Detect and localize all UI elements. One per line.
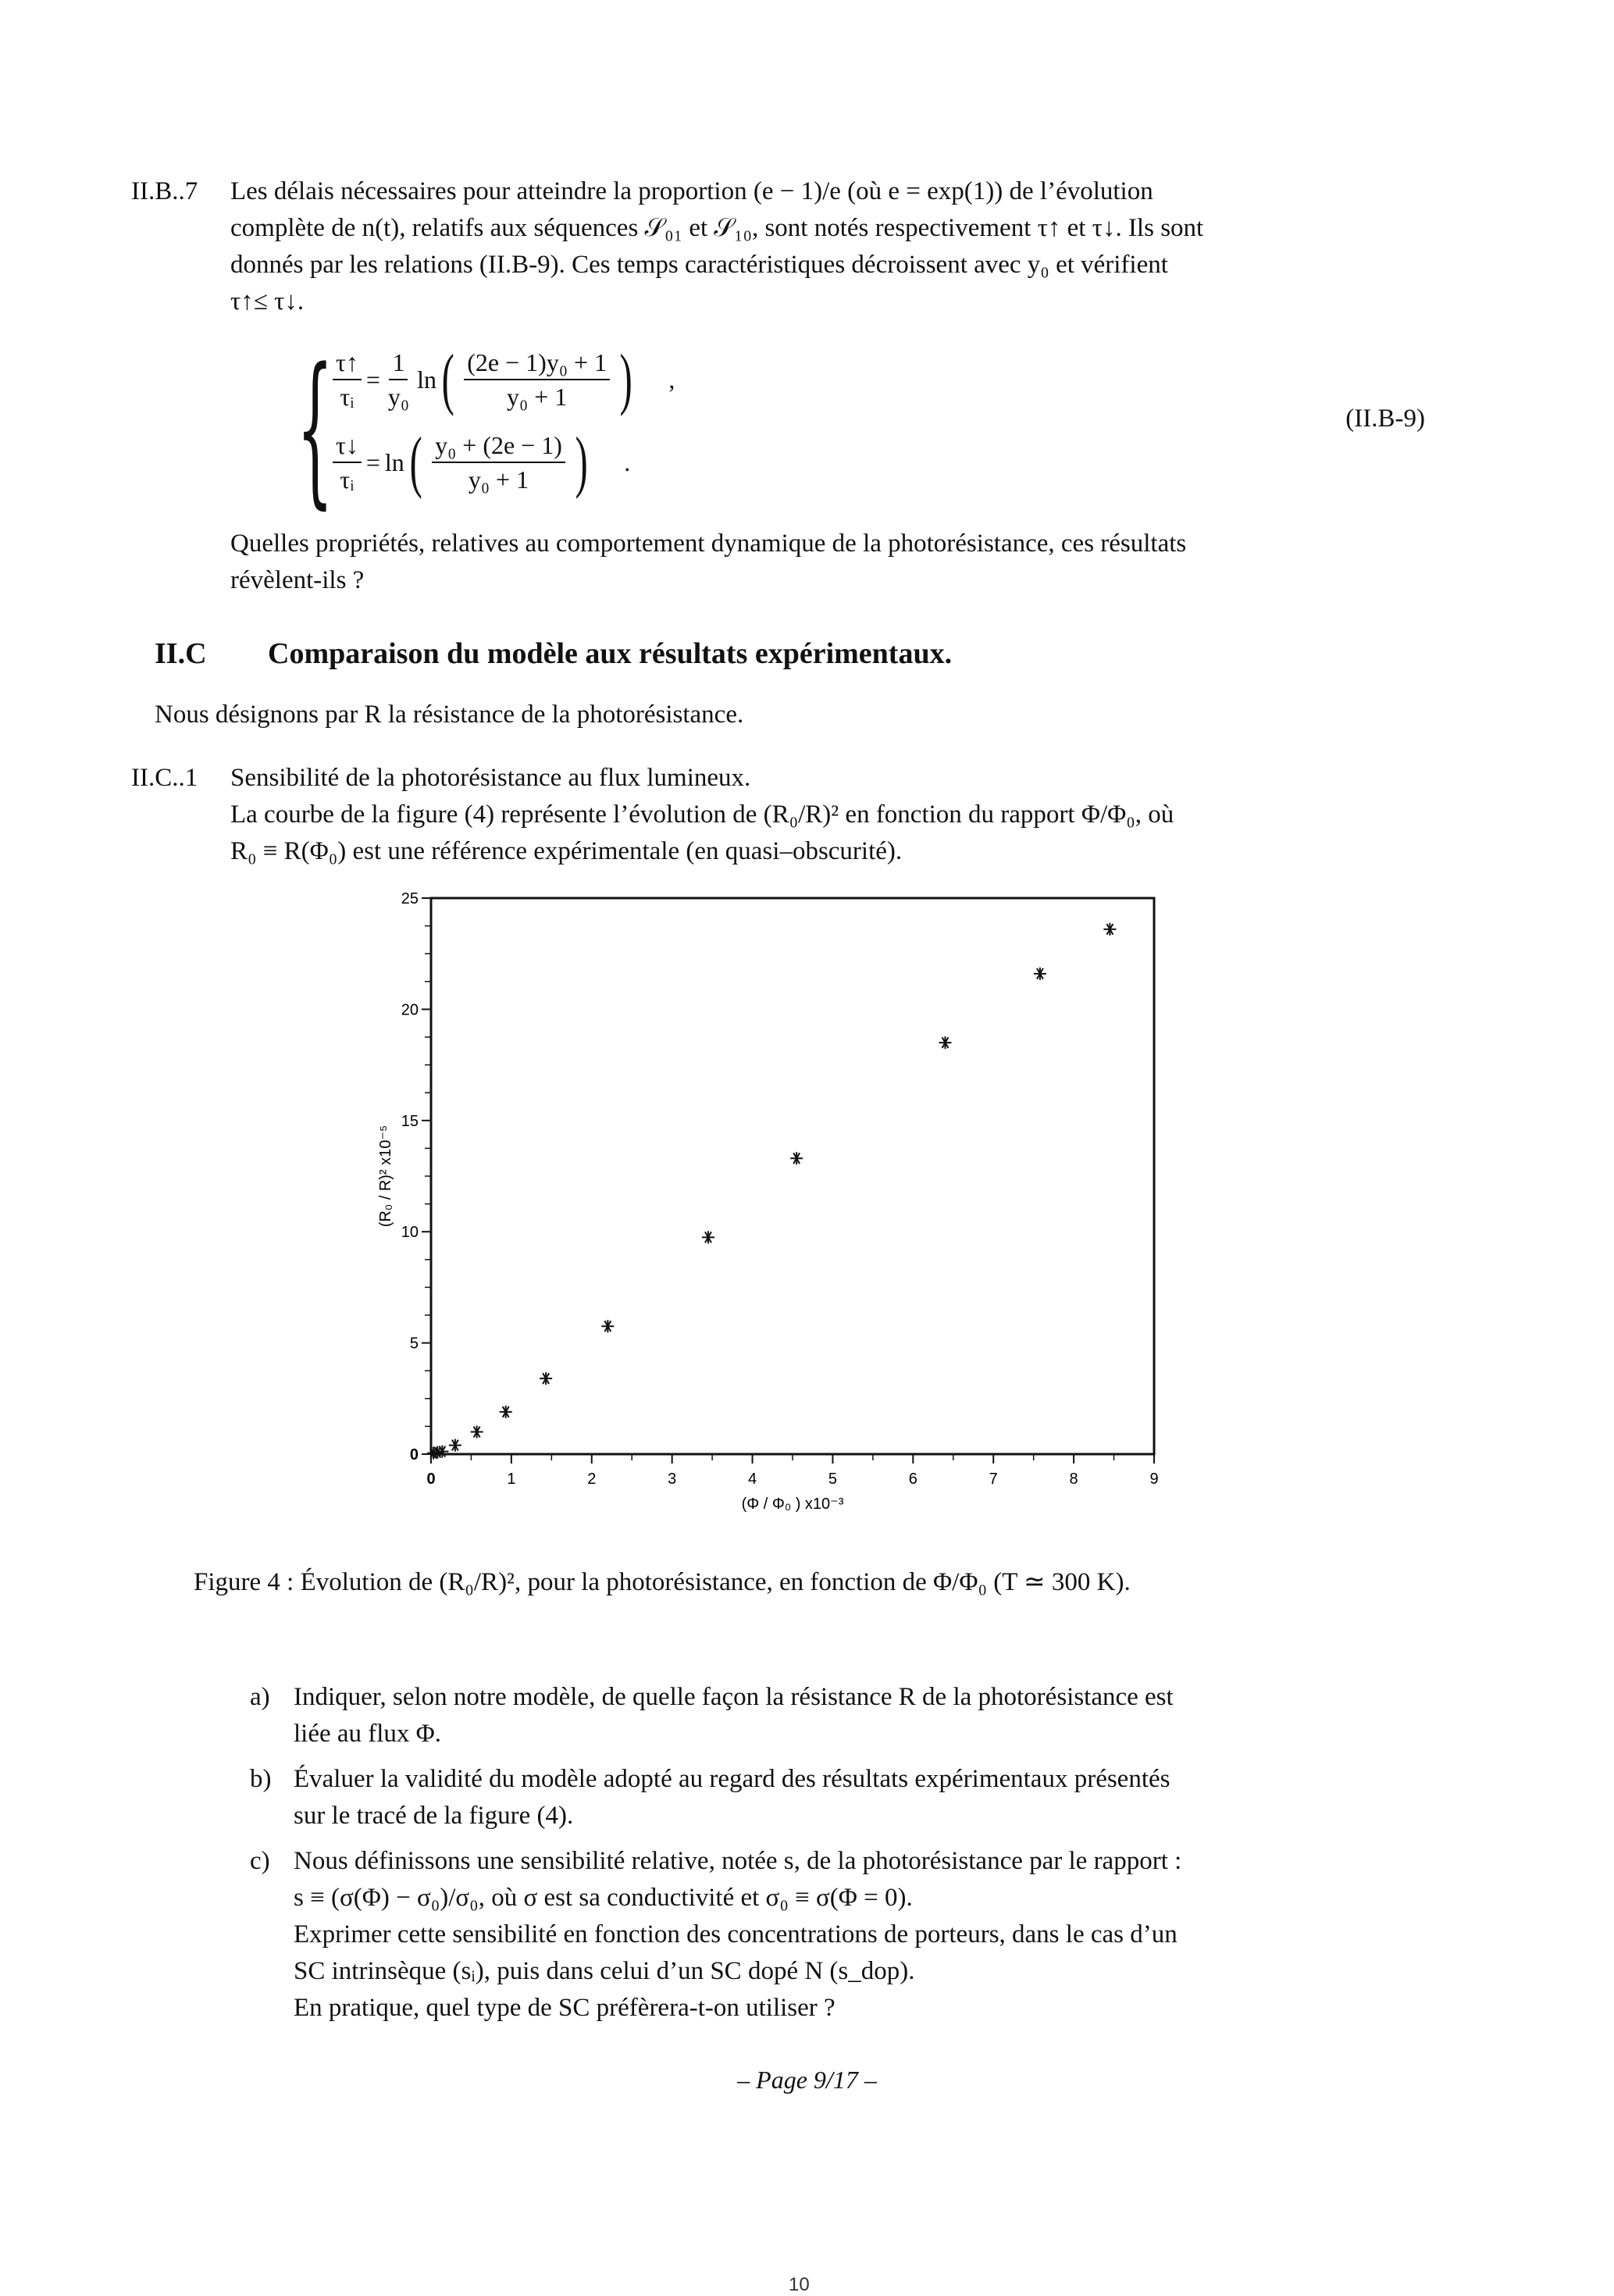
data-point (601, 1320, 614, 1332)
section-IIB7-question (230, 526, 1417, 599)
text-line: révèlent-ils ? (230, 566, 365, 594)
equation-number: (II.B-9) (1345, 405, 1425, 433)
question-mark: b) (250, 1765, 272, 1793)
page-footer: – Page 9/17 – (737, 2066, 877, 2094)
text-line: τ↑≤ τ↓. (230, 287, 305, 316)
data-point (471, 1426, 483, 1439)
figure-caption: Figure 4 : Évolution de (R₀/R)², pour la photorésistance, en fonction de Φ/Φ₀ (T ≃ 300 K). (194, 1568, 1131, 1596)
data-point (939, 1036, 951, 1049)
y-tick-label: 10 (401, 1224, 419, 1242)
x-tick-label: 6 (908, 1471, 917, 1488)
data-point (449, 1439, 461, 1452)
left-brace: { (297, 333, 333, 524)
fraction-tau-down: $\frac{\tau↓}{\text{τᵢ}}$ (333, 429, 362, 496)
axes (431, 898, 1154, 1454)
equation-line-1: $\frac{\tau↑}{\text{τᵢ}}$ = $\frac{1}{\text{y₀}}$ ln ( $\frac{\text{(2e − 1)y₀ + 1}}{\text{y₀ + 1}}$ ) , (328, 345, 675, 414)
x-tick-label: 8 (1069, 1471, 1078, 1488)
x-tick-label: 0 (426, 1471, 436, 1488)
section-IIC-intro: Nous désignons par R la résistance de la photorésistance. (155, 701, 744, 729)
data-point (790, 1152, 803, 1164)
text-line: En pratique, quel type de SC préfèrera-t-on utiliser ? (294, 1994, 836, 2022)
y-tick-label: 15 (401, 1112, 419, 1130)
text-line: R₀ ≡ R(Φ₀) est une référence expérimentale (en quasi–obscurité). (230, 837, 903, 865)
text-line: s ≡ (σ(Φ) − σ₀)/σ₀, où σ est sa conductivité et σ₀ ≡ σ(Φ = 0). (294, 1884, 913, 1912)
equation-IIB9 (297, 333, 1425, 524)
fraction-ln-arg-2: $\frac{\text{y₀ + (2e − 1)}}{\text{y₀ + 1}}$ (432, 429, 565, 496)
section-number: II.C (155, 637, 207, 670)
x-tick-label: 3 (668, 1471, 677, 1488)
next-page-number-cut: 10 (789, 2274, 810, 2295)
question-c (250, 1843, 1421, 2027)
text-line: Nous définissons une sensibilité relative, notée s, de la photorésistance par le rapport : (294, 1847, 1182, 1875)
section-title: Comparaison du modèle aux résultats expérimentaux. (268, 637, 953, 670)
text-line: complète de n(t), relatifs aux séquences 𝒮₀₁ et 𝒮₁₀, sont notés respectivement τ↑ et τ↓. Ils sont (230, 214, 1204, 242)
x-axis-label: (Φ / Φ₀ ) x10⁻³ (741, 1496, 844, 1513)
fraction-tau-up: $\frac{\tau↑}{\text{τᵢ}}$ (333, 346, 362, 413)
plot-frame (431, 898, 1154, 1454)
text-line: donnés par les relations (II.B-9). Ces temps caractéristiques décroissent avec y₀ et vérifient (230, 251, 1168, 279)
x-tick-label: 7 (989, 1471, 998, 1488)
text-line: sur le tracé de la figure (4). (294, 1802, 574, 1830)
equation-line-2: $\frac{\tau↓}{\text{τᵢ}}$ = ln ( $\frac{\text{y₀ + (2e − 1)}}{\text{y₀ + 1}}$ ) . (328, 428, 630, 497)
text-line: Indiquer, selon notre modèle, de quelle façon la résistance R de la photorésistance est (294, 1683, 1174, 1711)
data-point (540, 1372, 552, 1385)
x-tick-label: 2 (587, 1471, 597, 1488)
question-b (250, 1761, 1421, 1834)
fraction-ln-arg-1: $\frac{\text{(2e − 1)y₀ + 1}}{\text{y₀ + 1}}$ (464, 346, 610, 413)
y-tick-label: 20 (401, 1001, 419, 1019)
text-line: Évaluer la validité du modèle adopté au regard des résultats expérimentaux présentés (294, 1765, 1170, 1793)
text-line: SC intrinsèque (sᵢ), puis dans celui d’un SC dopé N (s_dop). (294, 1957, 915, 1985)
data-point (702, 1231, 714, 1243)
text-line: Exprimer cette sensibilité en fonction des concentrations de porteurs, dans le cas d’un (294, 1920, 1178, 1948)
y-tick-label: 25 (401, 890, 419, 907)
figure-4-chart (367, 890, 1234, 1515)
fraction-one-over-y0: $\frac{1}{\text{y₀}}$ (385, 346, 412, 413)
section-label-IIC1: II.C..1 (131, 764, 198, 792)
ticks (401, 890, 1159, 1488)
x-tick-label: 9 (1149, 1471, 1159, 1488)
text-line: Les délais nécessaires pour atteindre la proportion (e − 1)/e (où e = exp(1)) de l’évolution (230, 177, 1153, 205)
section-IIC1-text (230, 760, 1417, 870)
x-tick-label: 1 (507, 1471, 516, 1488)
question-mark: c) (250, 1847, 270, 1875)
text-line: Sensibilité de la photorésistance au flux lumineux. (230, 764, 751, 792)
text-line: Quelles propriétés, relatives au comportement dynamique de la photorésistance, ces résultats (230, 529, 1187, 558)
data-point (500, 1406, 512, 1418)
section-label-IIB7: II.B..7 (131, 177, 198, 205)
data-point (1103, 923, 1116, 936)
question-a (250, 1679, 1421, 1752)
x-tick-label: 4 (747, 1471, 757, 1488)
section-IIB7-text (230, 173, 1417, 320)
text-line: La courbe de la figure (4) représente l’évolution de (R₀/R)² en fonction du rapport Φ/Φ₀, où (230, 800, 1174, 829)
y-axis-label: (R₀ / R)² x10⁻⁵ (377, 1125, 394, 1228)
text-line: liée au flux Φ. (294, 1720, 442, 1748)
scatter-plot (367, 890, 1234, 1515)
section-heading-IIC (155, 636, 952, 671)
x-tick-label: 5 (828, 1471, 838, 1488)
y-tick-label: 5 (409, 1335, 419, 1353)
data-point (1034, 968, 1046, 980)
y-tick-label: 0 (409, 1446, 419, 1464)
question-mark: a) (250, 1683, 270, 1711)
data-points (427, 923, 1116, 1460)
